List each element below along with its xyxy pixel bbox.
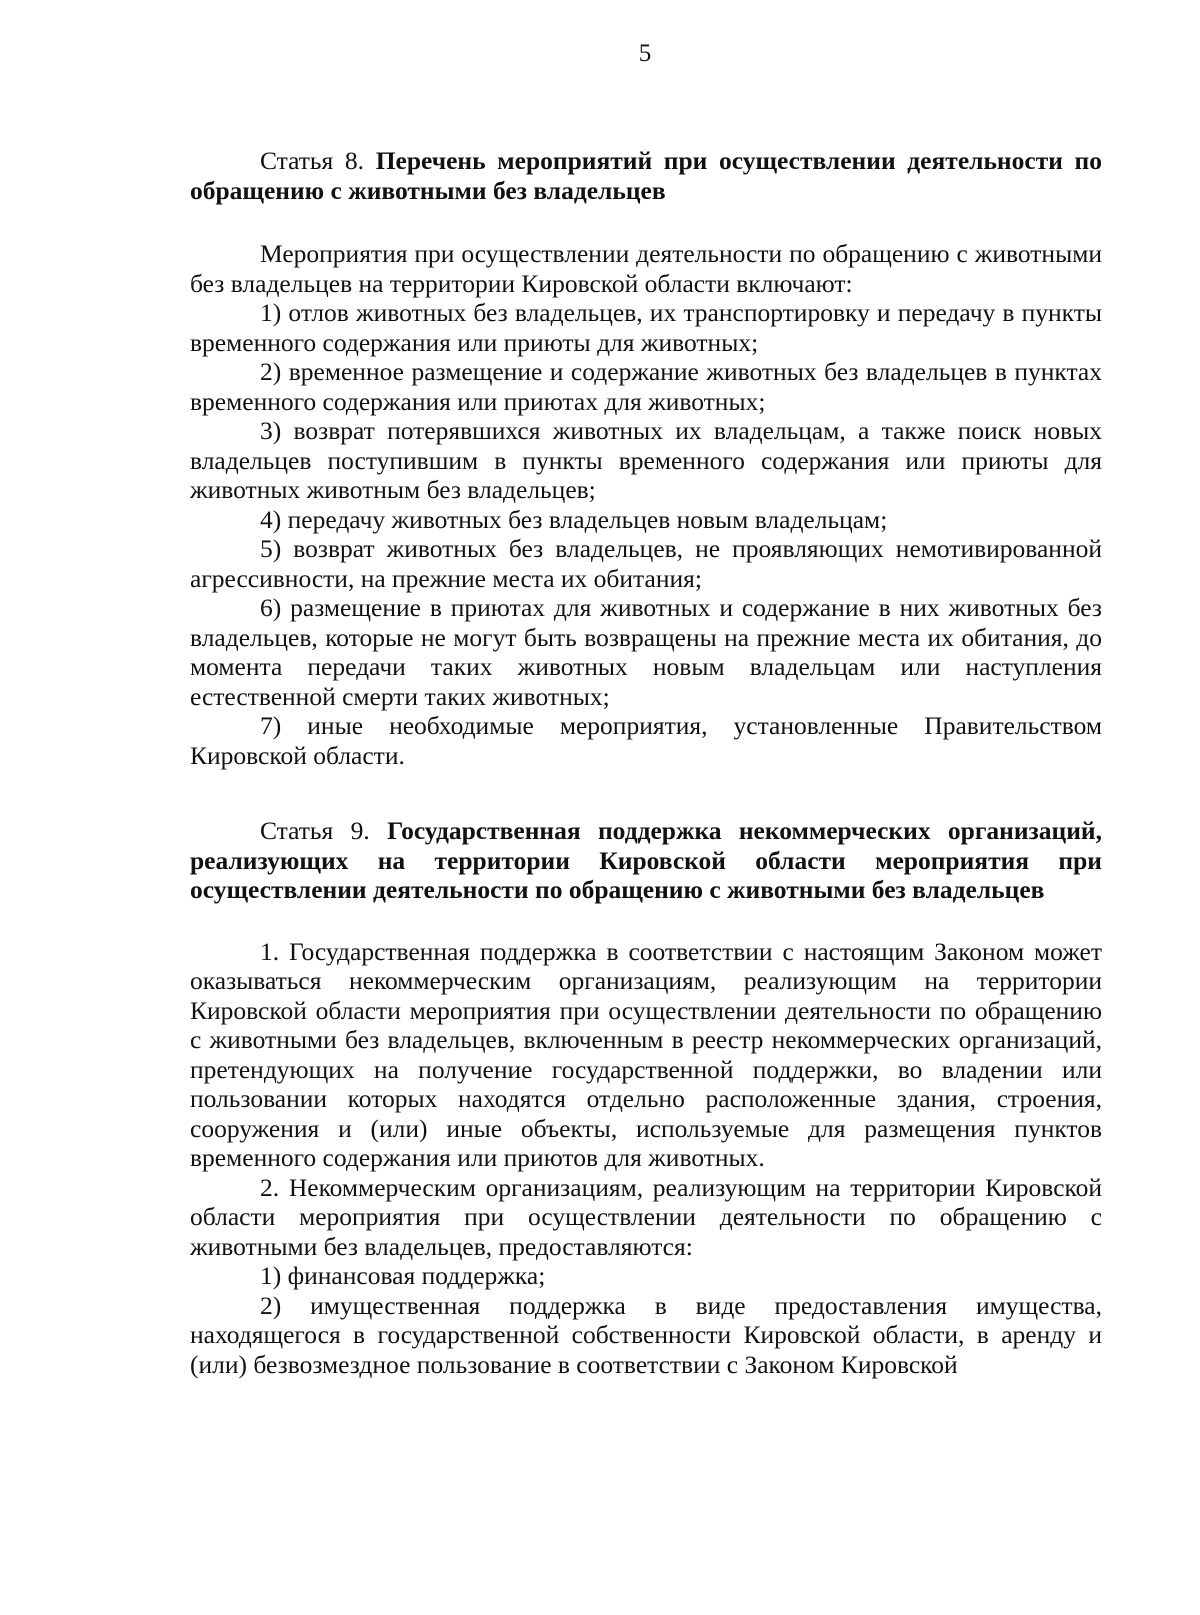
article-8-heading <box>190 146 1102 205</box>
page-number: 5 <box>638 40 652 67</box>
article-8-intro: Мероприятия при осуществлении деятельности по обращению с животными без владельцев на территории Кировской области включают: <box>190 239 1102 298</box>
article-9-paragraph-1: 1. Государственная поддержка в соответствии с настоящим Законом может оказываться некоммерческим организациям, реализующим на территории Кировской области мероприятия при осуществлении деятельности по обращению с животными без владельцев, включенным в реестр некоммерческих организаций, претендующих на получение государственной поддержки, во владении или пользовании которых находятся отдельно расположенные здания, строения, сооружения и (или) иные объекты, используемые для размещения пунктов временного содержания или приютов для животных. <box>190 936 1102 1172</box>
list-item: 1) отлов животных без владельцев, их транспортировку и передачу в пункты временного содержания или приюты для животных; <box>190 298 1102 357</box>
article-9-title: Государственная поддержка некоммерческих организаций, реализующих на территории Кировской области мероприятия при осуществлении деятельности по обращению с животными без владельцев <box>190 816 1102 904</box>
article-9-lead: Статья 9. <box>260 816 370 845</box>
list-item: 1) финансовая поддержка; <box>260 1261 546 1290</box>
list-item: 6) размещение в приютах для животных и содержание в них животных без владельцев, которые не могут быть возвращены на прежние места их обитания, до момента передачи таких животных новым владельцам или наступления естественной смерти таких животных; <box>190 593 1102 711</box>
list-item: 2) имущественная поддержка в виде предоставления имущества, находящегося в государственной собственности Кировской области, в аренду и (или) безвозмездное пользование в соответствии с Законом Кировской <box>190 1290 1102 1379</box>
article-9-heading <box>190 816 1102 905</box>
article-8-list <box>190 298 1102 770</box>
article-9-list <box>190 1261 1102 1379</box>
article-8-title: Перечень мероприятий при осуществлении деятельности по обращению с животными без владельцев <box>190 146 1102 205</box>
list-item: 7) иные необходимые мероприятия, установленные Правительством Кировской области. <box>190 711 1102 770</box>
list-item: 3) возврат потерявшихся животных их владельцам, а также поиск новых владельцев поступившим в пункты временного содержания или приюты для животных животным без владельцев; <box>190 416 1102 504</box>
article-9-paragraph-2: 2. Некоммерческим организациям, реализующим на территории Кировской области мероприятия при осуществлении деятельности по обращению с животными без владельцев, предоставляются: <box>190 1172 1102 1261</box>
list-item: 2) временное размещение и содержание животных без владельцев в пунктах временного содержания или приютах для животных; <box>190 357 1102 416</box>
list-item: 4) передачу животных без владельцев новым владельцам; <box>260 504 888 534</box>
page-content <box>190 146 1102 1379</box>
list-item: 5) возврат животных без владельцев, не проявляющих немотивированной агрессивности, на прежние места их обитания; <box>190 534 1102 593</box>
article-8-lead: Статья 8. <box>260 146 365 175</box>
